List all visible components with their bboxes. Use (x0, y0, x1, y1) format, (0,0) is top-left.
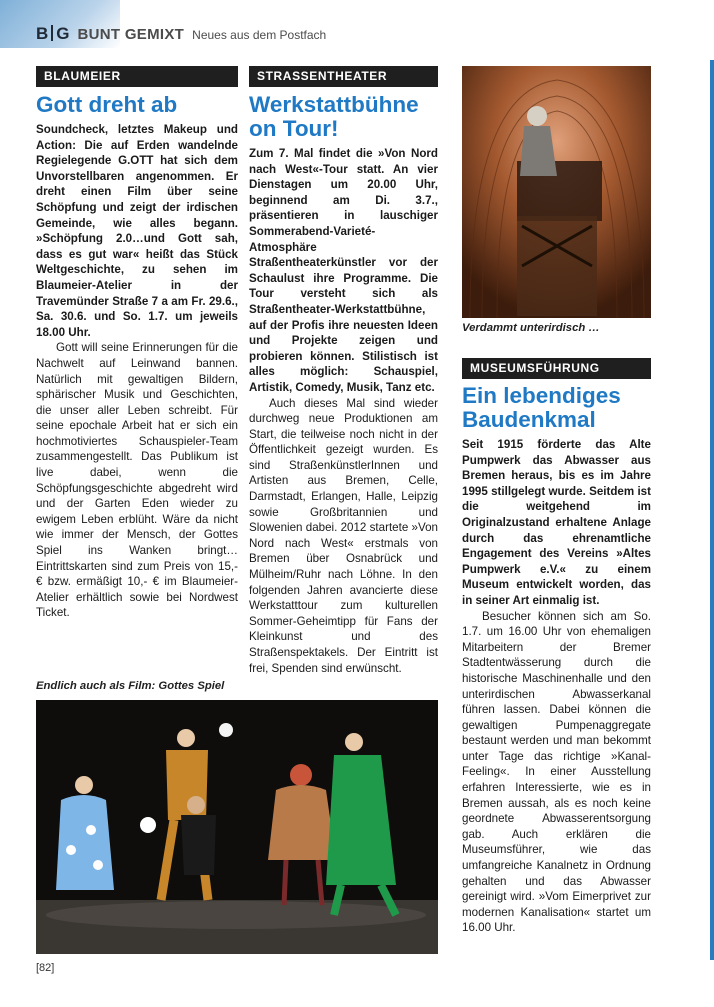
article-title-line1: Ein lebendiges (462, 383, 621, 408)
bottom-photo-caption: Endlich auch als Film: Gottes Spiel (36, 680, 225, 692)
page-edge-bar (710, 60, 714, 960)
page-header (36, 24, 326, 48)
magazine-logo (36, 24, 70, 44)
article-lead: Soundcheck, letztes Makeup und Action: Die auf Erden wandelnde Regielegende G.OTT hat sich dem Unvorstellbaren angenommen. Er dreht einen Film über seine Schöpfung und zeigt der irdischen Gemeinde, wie alles begann. »Schöpfung 2.0…und Gott sah, dass es gut war« heißt das Stück Weltgeschichte, zu sehen im Blaumeier-Atelier in der Travemünder Straße 7 a am Fr. 29.6., Sa. 30.6. und So. 1.7. um jeweils 18.00 Uhr. (36, 123, 238, 339)
article-title: Gott dreht ab (36, 92, 178, 117)
article-lead: Seit 1915 förderte das Alte Pumpwerk das Abwasser aus Bremen heraus, bis es im Jahre 1995 stillgelegt wurde. Seitdem ist die weitgehend im Originalzustand erhaltene Anlage durch das ehrenamtliche Engagement des Vereins »Altes Pumpwerk e.V.« zu einem Museum entwickelt worden, das in seiner Art einmalig ist. (462, 438, 651, 607)
article-title (249, 93, 438, 141)
article-title-line2: on Tour! (249, 116, 339, 141)
article-title-line2: Baudenkmal (462, 407, 596, 432)
photo-caption: Verdammt unterirdisch … (462, 322, 600, 334)
section-subtitle: Neues aus dem Postfach (192, 28, 327, 42)
article-body: Besucher können sich am So. 1.7. um 16.00 Uhr von ehemaligen Mitarbeitern der Bremer Stadtentwässerung durch die historische Maschinenhalle und den unterirdischen Abwasserkanal führen lassen. Dabei können die gewaltigen Pumpenaggregate bestaunt werden und man bekommt unter Tage das richtige »Kanal-Feeling«. In einer Ausstellung erfahren Interessierte, wie es in Bremen aussah, als es noch keine geordnete Abwasserentsorgung gab. Auch erklären die Museumsführer, wie das umfangreiche Kanalnetz in Ordnung gehalten und das Abwasser gereinigt wird. »Vom Eimerprivet zur modernen Kanalisation« startet um 16.00 Uhr. (462, 609, 651, 935)
article-title (462, 384, 651, 432)
article-blaumeier (36, 66, 238, 621)
article-body: Gott will seine Erinnerungen für die Nachwelt auf Leinwand bannen. Natürlich mit gewaltigen Bildern, sphärischer Musik und Geschichten, die unser aller Leben schreibt. Für seine epochale Arbeit hat er sich ein hochmotiviertes Schauspieler-Team zusammengestellt. Das Publikum ist live dabei, wenn die Schöpfungsgeschichte abgedreht wird und der Garten Eden wieder zu ewigem Leben erblüht. Wäre da nicht wie immer der Mensch, der Gottes Spiel ins Wanken bringt… Eintrittskarten sind zum Preis von 15,- € bzw. ermäßigt 10,- € im Blaumeier-Atelier erhältlich sowie bei Nordwest Ticket. (36, 341, 238, 620)
article-strassentheater (249, 66, 438, 676)
logo-letter-g: G (56, 24, 70, 43)
article-title-line1: Werkstattbühne (249, 92, 419, 117)
logo-letter-b: B (36, 24, 49, 43)
article-body: Auch dieses Mal sind wieder durchweg neue Produktionen am Start, die teilweise noch nicht in der Öffentlichkeit gezeigt wurden. Es sind StraßenkünstlerInnen und Artisten aus Bremen, Celle, Darmstadt, Erlangen, Halle, Leipzig sowie Großbritannien und Slowenien dabei. 2012 startete »Von Nord nach West« erstmals von Bremen über Osnabrück und Mülheim/Ruhr nach Löhne. In den folgenden Jahren avancierte diese Werkstatttour zum kulturellen Sommer-Geheimtipp für Fans der Kleinkunst und des Straßenspektakels. Der Eintritt ist frei, Spenden sind erwünscht. (249, 396, 438, 675)
page-number: [82] (36, 962, 55, 974)
category-tag: MUSEUMSFÜHRUNG (462, 358, 651, 379)
section-title: BUNT GEMIXT (77, 26, 185, 43)
category-tag: STRASSENTHEATER (249, 66, 438, 87)
pumpwerk-photo (462, 66, 651, 318)
article-museumsfuehrung (462, 358, 651, 936)
category-tag: BLAUMEIER (36, 66, 238, 87)
article-lead: Zum 7. Mal findet die »Von Nord nach West«-Tour statt. An vier Dienstagen um 20.00 Uhr, beginnend am Di. 3.7., präsentieren in lauschiger Sommerabend-Varieté-Atmosphäre Straßentheaterkünstler vor der Schaulust ihre Programme. Die Tour versteht sich als Straßentheater-Werkstattbühne, auf der Profis ihre neuesten Ideen und Projekte zeigen und probieren können. Stilistisch ist alles möglich: Schauspiel, Artistik, Comedy, Musik, Tanz etc. (249, 147, 438, 394)
theater-photo (36, 700, 438, 954)
